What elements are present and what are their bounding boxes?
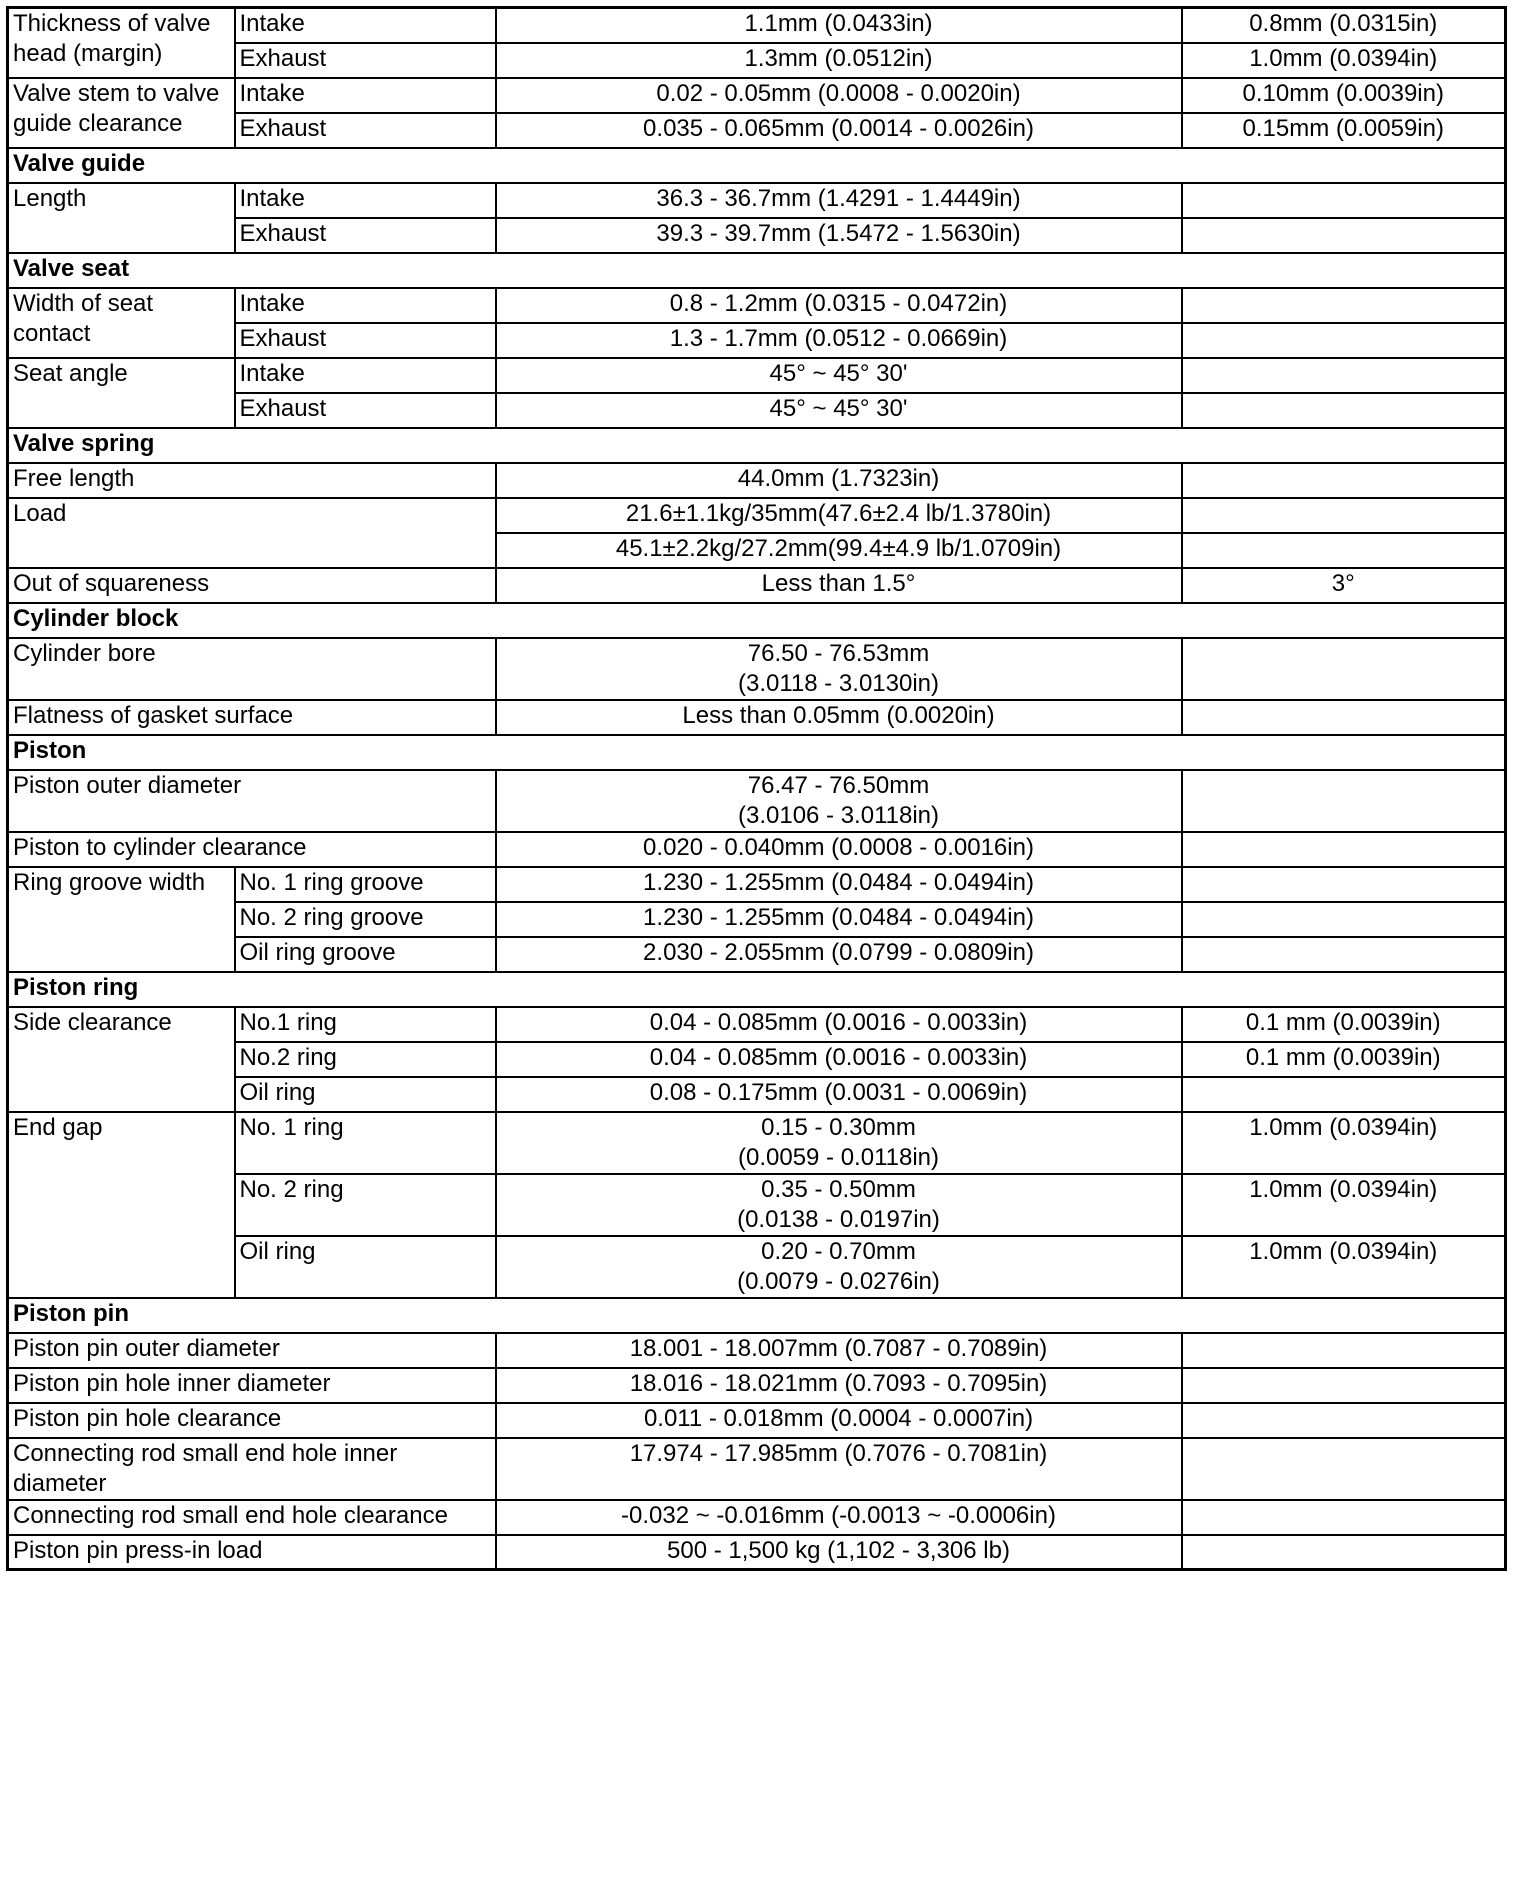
item-label bbox=[8, 1500, 496, 1535]
standard-value-text: 0.04 - 0.085mm (0.0016 - 0.0033in) bbox=[649, 1008, 1028, 1036]
limit-value bbox=[1182, 832, 1506, 867]
table-row bbox=[8, 1298, 1506, 1333]
standard-value bbox=[496, 463, 1182, 498]
section-heading bbox=[8, 253, 1506, 288]
standard-value bbox=[496, 323, 1182, 358]
sub-item-label bbox=[235, 1042, 496, 1077]
sub-item-label-text: Intake bbox=[239, 359, 305, 387]
sub-item-label-text: Exhaust bbox=[239, 324, 327, 352]
limit-value bbox=[1182, 1112, 1506, 1174]
standard-value-text: Less than 1.5° bbox=[761, 569, 916, 597]
limit-value-text: 0.15mm (0.0059in) bbox=[1242, 114, 1444, 142]
item-label bbox=[8, 1333, 496, 1368]
limit-value bbox=[1182, 1500, 1506, 1535]
standard-value-text: 0.35 - 0.50mm (0.0138 - 0.0197in) bbox=[737, 1175, 940, 1233]
limit-value bbox=[1182, 1077, 1506, 1112]
limit-value bbox=[1182, 1333, 1506, 1368]
limit-value-text: 0.10mm (0.0039in) bbox=[1242, 79, 1444, 107]
item-label bbox=[8, 568, 496, 603]
standard-value bbox=[496, 638, 1182, 700]
sub-item-label bbox=[235, 902, 496, 937]
section-heading bbox=[8, 972, 1506, 1007]
sub-item-label bbox=[235, 1236, 496, 1298]
standard-value-text: 1.1mm (0.0433in) bbox=[744, 10, 933, 37]
item-label bbox=[8, 498, 496, 568]
table-row bbox=[8, 1535, 1506, 1570]
standard-value bbox=[496, 1174, 1182, 1236]
table-row bbox=[8, 8, 1506, 43]
table-row bbox=[8, 832, 1506, 867]
standard-value bbox=[496, 700, 1182, 735]
item-label-text: Thickness of valve head (margin) bbox=[13, 10, 211, 67]
limit-value bbox=[1182, 1403, 1506, 1438]
sub-item-label-text: Exhaust bbox=[239, 44, 327, 72]
table-row bbox=[8, 78, 1506, 113]
item-label-text: Piston pin hole clearance bbox=[13, 1404, 282, 1432]
section-heading bbox=[8, 1298, 1506, 1333]
standard-value-text: 2.030 - 2.055mm (0.0799 - 0.0809in) bbox=[643, 938, 1034, 966]
standard-value bbox=[496, 1236, 1182, 1298]
sub-item-label-text: No. 1 ring groove bbox=[239, 868, 424, 896]
standard-value bbox=[496, 902, 1182, 937]
item-label-text: Piston pin press-in load bbox=[13, 1536, 263, 1564]
table-row bbox=[8, 358, 1506, 393]
item-label bbox=[8, 358, 235, 428]
limit-value-text: 1.0mm (0.0394in) bbox=[1249, 1113, 1438, 1141]
item-label-text: Seat angle bbox=[13, 359, 128, 387]
table-row bbox=[8, 700, 1506, 735]
section-heading-text: Valve spring bbox=[13, 429, 155, 457]
standard-value-text: 0.04 - 0.085mm (0.0016 - 0.0033in) bbox=[649, 1043, 1028, 1071]
sub-item-label bbox=[235, 1077, 496, 1112]
item-label-text: Side clearance bbox=[13, 1008, 172, 1036]
item-label bbox=[8, 1403, 496, 1438]
item-label-text: Piston to cylinder clearance bbox=[13, 833, 307, 861]
sub-item-label bbox=[235, 358, 496, 393]
standard-value-text: 1.230 - 1.255mm (0.0484 - 0.0494in) bbox=[643, 868, 1034, 896]
standard-value bbox=[496, 937, 1182, 972]
table-row bbox=[8, 1438, 1506, 1500]
limit-value bbox=[1182, 700, 1506, 735]
standard-value bbox=[496, 770, 1182, 832]
standard-value-text: 17.974 - 17.985mm (0.7076 - 0.7081in) bbox=[629, 1439, 1048, 1467]
sub-item-label-text: No. 1 ring bbox=[239, 1113, 344, 1141]
standard-value-text: 76.50 - 76.53mm (3.0118 - 3.0130in) bbox=[737, 639, 940, 697]
sub-item-label bbox=[235, 1174, 496, 1236]
standard-value bbox=[496, 832, 1182, 867]
sub-item-label bbox=[235, 323, 496, 358]
limit-value bbox=[1182, 78, 1506, 113]
item-label bbox=[8, 1368, 496, 1403]
standard-value bbox=[496, 113, 1182, 148]
sub-item-label-text: Intake bbox=[239, 79, 305, 107]
sub-item-label-text: Oil ring bbox=[239, 1237, 316, 1265]
sub-item-label bbox=[235, 1112, 496, 1174]
table-row bbox=[8, 148, 1506, 183]
limit-value bbox=[1182, 43, 1506, 78]
item-label-text: Connecting rod small end hole inner diameter bbox=[13, 1439, 398, 1497]
item-label-text: Flatness of gasket surface bbox=[13, 701, 294, 729]
sub-item-label bbox=[235, 183, 496, 218]
table-row bbox=[8, 638, 1506, 700]
section-heading-text: Valve guide bbox=[13, 149, 146, 177]
item-label bbox=[8, 183, 235, 253]
sub-item-label-text: No. 2 ring groove bbox=[239, 903, 424, 931]
section-heading-text: Piston pin bbox=[13, 1299, 129, 1327]
sub-item-label-text: Intake bbox=[239, 184, 305, 212]
sub-item-label bbox=[235, 393, 496, 428]
standard-value bbox=[496, 1007, 1182, 1042]
standard-value-text: -0.032 ~ -0.016mm (-0.0013 ~ -0.0006in) bbox=[621, 1501, 1056, 1529]
table-row bbox=[8, 867, 1506, 902]
item-label-text: Length bbox=[13, 184, 87, 212]
table-row bbox=[8, 1112, 1506, 1174]
limit-value bbox=[1182, 902, 1506, 937]
sub-item-label bbox=[235, 43, 496, 78]
standard-value bbox=[496, 8, 1182, 43]
standard-value-text: 45° ~ 45° 30' bbox=[769, 394, 908, 422]
item-label bbox=[8, 1438, 496, 1500]
standard-value-text: 0.020 - 0.040mm (0.0008 - 0.0016in) bbox=[643, 833, 1034, 861]
limit-value bbox=[1182, 867, 1506, 902]
item-label-text: Load bbox=[13, 499, 67, 527]
table-row bbox=[8, 568, 1506, 603]
limit-value bbox=[1182, 288, 1506, 323]
section-heading-text: Cylinder block bbox=[13, 604, 179, 632]
section-heading-text: Valve seat bbox=[13, 254, 130, 282]
standard-value bbox=[496, 1403, 1182, 1438]
standard-value bbox=[496, 43, 1182, 78]
table-row bbox=[8, 603, 1506, 638]
item-label bbox=[8, 1535, 496, 1570]
standard-value bbox=[496, 1438, 1182, 1500]
sub-item-label bbox=[235, 218, 496, 253]
sub-item-label bbox=[235, 113, 496, 148]
limit-value bbox=[1182, 1535, 1506, 1570]
standard-value bbox=[496, 288, 1182, 323]
limit-value bbox=[1182, 568, 1506, 603]
item-label-text: Valve stem to valve guide clearance bbox=[13, 79, 220, 137]
standard-value-text: 0.08 - 0.175mm (0.0031 - 0.0069in) bbox=[649, 1078, 1028, 1106]
item-label bbox=[8, 770, 496, 832]
sub-item-label-text: Exhaust bbox=[239, 394, 327, 422]
limit-value bbox=[1182, 393, 1506, 428]
standard-value-text: Less than 0.05mm (0.0020in) bbox=[682, 701, 995, 729]
sub-item-label bbox=[235, 288, 496, 323]
table-row bbox=[8, 1403, 1506, 1438]
standard-value bbox=[496, 533, 1182, 568]
standard-value bbox=[496, 1535, 1182, 1570]
specification-table bbox=[6, 6, 1507, 1571]
standard-value-text: 18.001 - 18.007mm (0.7087 - 0.7089in) bbox=[629, 1334, 1048, 1362]
limit-value bbox=[1182, 463, 1506, 498]
standard-value-text: 44.0mm (1.7323in) bbox=[737, 464, 940, 492]
limit-value bbox=[1182, 218, 1506, 253]
item-label bbox=[8, 832, 496, 867]
section-heading bbox=[8, 428, 1506, 463]
item-label bbox=[8, 8, 235, 78]
standard-value-text: 0.8 - 1.2mm (0.0315 - 0.0472in) bbox=[669, 289, 1008, 317]
table-row bbox=[8, 1368, 1506, 1403]
standard-value bbox=[496, 1077, 1182, 1112]
limit-value-text: 1.0mm (0.0394in) bbox=[1249, 1175, 1438, 1203]
table-row bbox=[8, 1007, 1506, 1042]
limit-value bbox=[1182, 1007, 1506, 1042]
table-row bbox=[8, 288, 1506, 323]
section-heading-text: Piston ring bbox=[13, 973, 139, 1001]
sub-item-label bbox=[235, 937, 496, 972]
limit-value bbox=[1182, 1042, 1506, 1077]
table-row bbox=[8, 428, 1506, 463]
limit-value bbox=[1182, 498, 1506, 533]
item-label-text: Width of seat contact bbox=[13, 289, 154, 347]
standard-value-text: 1.3mm (0.0512in) bbox=[744, 44, 933, 72]
limit-value bbox=[1182, 1438, 1506, 1500]
table-row bbox=[8, 253, 1506, 288]
limit-value bbox=[1182, 358, 1506, 393]
limit-value bbox=[1182, 183, 1506, 218]
standard-value bbox=[496, 393, 1182, 428]
table-row bbox=[8, 972, 1506, 1007]
sub-item-label bbox=[235, 78, 496, 113]
standard-value bbox=[496, 1500, 1182, 1535]
limit-value bbox=[1182, 533, 1506, 568]
section-heading bbox=[8, 148, 1506, 183]
item-label bbox=[8, 700, 496, 735]
section-heading-text: Piston bbox=[13, 736, 87, 764]
standard-value-text: 36.3 - 36.7mm (1.4291 - 1.4449in) bbox=[656, 184, 1021, 212]
item-label-text: Free length bbox=[13, 464, 135, 492]
standard-value-text: 0.20 - 0.70mm (0.0079 - 0.0276in) bbox=[737, 1237, 940, 1295]
standard-value bbox=[496, 1368, 1182, 1403]
standard-value bbox=[496, 568, 1182, 603]
limit-value bbox=[1182, 770, 1506, 832]
table-row bbox=[8, 1500, 1506, 1535]
table-row bbox=[8, 1333, 1506, 1368]
limit-value bbox=[1182, 8, 1506, 43]
limit-value bbox=[1182, 113, 1506, 148]
section-heading bbox=[8, 735, 1506, 770]
sub-item-label bbox=[235, 1007, 496, 1042]
sub-item-label-text: Oil ring bbox=[239, 1078, 316, 1106]
standard-value bbox=[496, 867, 1182, 902]
limit-value bbox=[1182, 638, 1506, 700]
standard-value-text: 21.6±1.1kg/35mm(47.6±2.4 lb/1.3780in) bbox=[625, 499, 1052, 527]
sub-item-label-text: Exhaust bbox=[239, 219, 327, 247]
sub-item-label-text: Oil ring groove bbox=[239, 938, 396, 966]
standard-value bbox=[496, 218, 1182, 253]
sub-item-label bbox=[235, 867, 496, 902]
item-label bbox=[8, 463, 496, 498]
table-row bbox=[8, 770, 1506, 832]
standard-value bbox=[496, 78, 1182, 113]
item-label bbox=[8, 78, 235, 148]
standard-value-text: 1.3 - 1.7mm (0.0512 - 0.0669in) bbox=[669, 324, 1008, 352]
sub-item-label-text: Exhaust bbox=[239, 114, 327, 142]
limit-value-text: 0.1 mm (0.0039in) bbox=[1245, 1043, 1441, 1071]
item-label bbox=[8, 638, 496, 700]
sub-item-label-text: No. 2 ring bbox=[239, 1175, 344, 1203]
table-row bbox=[8, 183, 1506, 218]
standard-value-text: 45.1±2.2kg/27.2mm(99.4±4.9 lb/1.0709in) bbox=[615, 534, 1062, 562]
limit-value bbox=[1182, 1368, 1506, 1403]
table-row bbox=[8, 735, 1506, 770]
limit-value-text: 0.8mm (0.0315in) bbox=[1249, 10, 1438, 37]
item-label bbox=[8, 288, 235, 358]
sub-item-label-text: Intake bbox=[239, 10, 305, 37]
standard-value-text: 76.47 - 76.50mm (3.0106 - 3.0118in) bbox=[737, 771, 940, 829]
sub-item-label bbox=[235, 8, 496, 43]
sub-item-label-text: No.1 ring bbox=[239, 1008, 337, 1036]
standard-value bbox=[496, 1042, 1182, 1077]
limit-value bbox=[1182, 1174, 1506, 1236]
table-row bbox=[8, 498, 1506, 533]
item-label-text: Ring groove width bbox=[13, 868, 206, 896]
item-label bbox=[8, 1112, 235, 1298]
standard-value-text: 0.011 - 0.018mm (0.0004 - 0.0007in) bbox=[643, 1404, 1034, 1432]
item-label bbox=[8, 1007, 235, 1112]
sub-item-label-text: Intake bbox=[239, 289, 305, 317]
standard-value bbox=[496, 183, 1182, 218]
standard-value-text: 39.3 - 39.7mm (1.5472 - 1.5630in) bbox=[656, 219, 1021, 247]
limit-value-text: 0.1 mm (0.0039in) bbox=[1245, 1008, 1441, 1036]
standard-value bbox=[496, 1333, 1182, 1368]
table-row bbox=[8, 463, 1506, 498]
item-label-text: Piston outer diameter bbox=[13, 771, 242, 799]
standard-value-text: 0.02 - 0.05mm (0.0008 - 0.0020in) bbox=[656, 79, 1021, 107]
standard-value bbox=[496, 498, 1182, 533]
item-label-text: Piston pin outer diameter bbox=[13, 1334, 280, 1362]
limit-value-text: 3° bbox=[1331, 569, 1355, 597]
standard-value-text: 0.035 - 0.065mm (0.0014 - 0.0026in) bbox=[643, 114, 1034, 142]
item-label-text: Out of squareness bbox=[13, 569, 210, 597]
limit-value bbox=[1182, 323, 1506, 358]
standard-value-text: 0.15 - 0.30mm (0.0059 - 0.0118in) bbox=[737, 1113, 940, 1171]
item-label-text: Cylinder bore bbox=[13, 639, 156, 667]
item-label-text: End gap bbox=[13, 1113, 103, 1141]
standard-value-text: 1.230 - 1.255mm (0.0484 - 0.0494in) bbox=[643, 903, 1034, 931]
standard-value-text: 18.016 - 18.021mm (0.7093 - 0.7095in) bbox=[629, 1369, 1048, 1397]
standard-value-text: 45° ~ 45° 30' bbox=[769, 359, 908, 387]
standard-value bbox=[496, 358, 1182, 393]
standard-value-text: 500 - 1,500 kg (1,102 - 3,306 lb) bbox=[667, 1536, 1010, 1564]
limit-value-text: 1.0mm (0.0394in) bbox=[1249, 1237, 1438, 1265]
section-heading bbox=[8, 603, 1506, 638]
standard-value bbox=[496, 1112, 1182, 1174]
limit-value-text: 1.0mm (0.0394in) bbox=[1249, 44, 1438, 72]
item-label-text: Connecting rod small end hole clearance bbox=[13, 1501, 448, 1529]
sub-item-label-text: No.2 ring bbox=[239, 1043, 337, 1071]
specification-table-body bbox=[8, 8, 1506, 1570]
item-label-text: Piston pin hole inner diameter bbox=[13, 1369, 331, 1397]
limit-value bbox=[1182, 1236, 1506, 1298]
limit-value bbox=[1182, 937, 1506, 972]
item-label bbox=[8, 867, 235, 972]
